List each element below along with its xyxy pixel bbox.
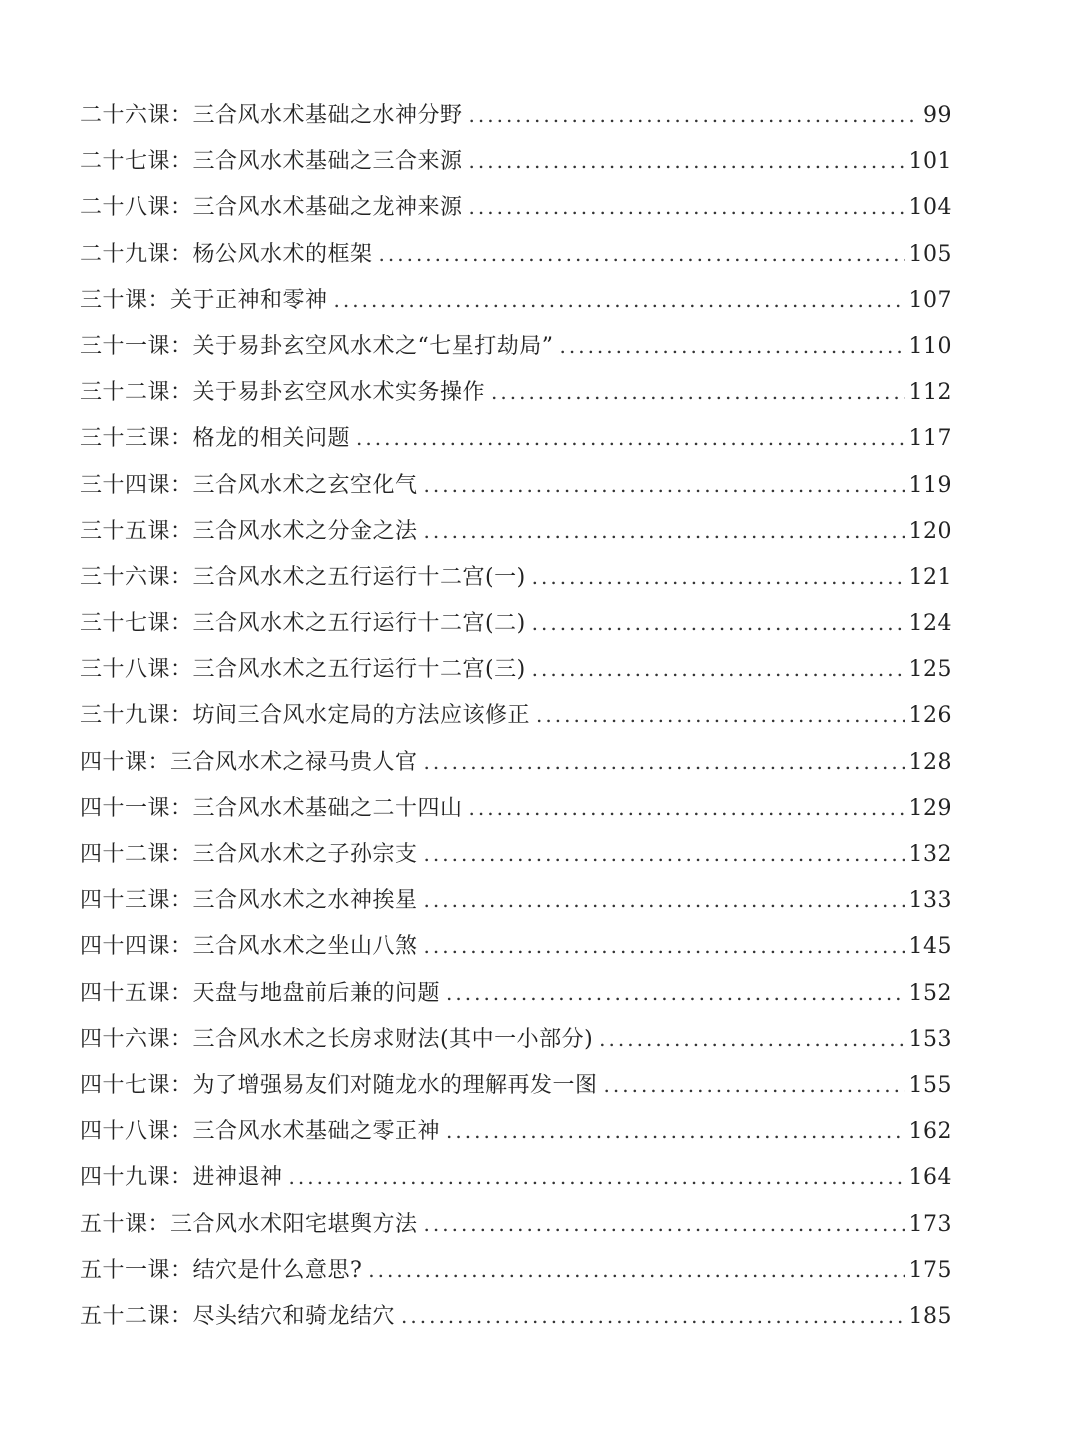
toc-dot-leader (536, 692, 904, 738)
toc-dot-leader (368, 1247, 904, 1293)
toc-dot-leader (424, 739, 905, 785)
toc-dot-leader (446, 970, 904, 1016)
toc-entry-title: 三十七课：三合风水术之五行运行十二宫(二) (80, 611, 526, 637)
toc-dot-leader (424, 1201, 905, 1247)
toc-entry-title: 四十一课：三合风水术基础之二十四山 (80, 795, 463, 821)
toc-dot-leader (532, 600, 905, 646)
toc-entry-page: 185 (908, 1303, 952, 1329)
toc-entry-title: 三十课：关于正神和零神 (80, 287, 328, 313)
toc-entry (80, 415, 952, 461)
toc-entry-title: 五十课：三合风水术阳宅堪舆方法 (80, 1211, 418, 1237)
toc-dot-leader (424, 877, 905, 923)
toc-entry-page: 126 (908, 703, 952, 729)
toc-entry-page: 173 (908, 1211, 952, 1237)
toc-entry-page: 120 (908, 518, 952, 544)
toc-entry-title: 三十四课：三合风水术之玄空化气 (80, 472, 418, 498)
table-of-contents (80, 92, 952, 1339)
toc-dot-leader (424, 831, 905, 877)
toc-entry-title: 三十三课：格龙的相关问题 (80, 426, 351, 452)
toc-entry (80, 277, 952, 323)
toc-entry-page: 153 (908, 1026, 952, 1052)
toc-entry-title: 二十九课：杨公风水术的框架 (80, 241, 373, 267)
toc-entry-title: 二十七课：三合风水术基础之三合来源 (80, 149, 463, 175)
toc-dot-leader (469, 785, 905, 831)
toc-entry-title: 三十六课：三合风水术之五行运行十二宫(一) (80, 564, 526, 590)
toc-entry-page: 101 (908, 149, 952, 175)
toc-entry-title: 三十五课：三合风水术之分金之法 (80, 518, 418, 544)
toc-entry-page: 164 (908, 1165, 952, 1191)
toc-entry (80, 1247, 952, 1293)
toc-entry-page: 119 (908, 472, 952, 498)
toc-entry-page: 155 (908, 1072, 952, 1098)
toc-entry-title: 三十九课：坊间三合风水定局的方法应该修正 (80, 703, 531, 729)
toc-entry (80, 231, 952, 277)
toc-entry-title: 三十一课：关于易卦玄空风水术之“七星打劫局” (80, 333, 554, 359)
toc-entry (80, 739, 952, 785)
toc-entry-title: 四十四课：三合风水术之坐山八煞 (80, 934, 418, 960)
toc-entry (80, 600, 952, 646)
toc-dot-leader (532, 646, 905, 692)
toc-dot-leader (532, 554, 905, 600)
toc-dot-leader (356, 415, 904, 461)
toc-entry-title: 四十八课：三合风水术基础之零正神 (80, 1119, 441, 1145)
toc-entry-page: 145 (908, 934, 952, 960)
toc-dot-leader (401, 1293, 904, 1339)
toc-entry-title: 四十五课：天盘与地盘前后兼的问题 (80, 980, 441, 1006)
toc-entry-page: 125 (908, 657, 952, 683)
toc-dot-leader (334, 277, 905, 323)
toc-entry-page: 124 (908, 611, 952, 637)
toc-dot-leader (599, 1016, 904, 1062)
toc-dot-leader (469, 92, 919, 138)
toc-dot-leader (379, 231, 905, 277)
toc-dot-leader (491, 369, 904, 415)
toc-entry-page: 107 (908, 287, 952, 313)
toc-dot-leader (424, 923, 905, 969)
toc-entry-title: 四十六课：三合风水术之长房求财法(其中一小部分) (80, 1026, 594, 1052)
toc-entry (80, 923, 952, 969)
toc-entry (80, 877, 952, 923)
toc-dot-leader (424, 462, 905, 508)
toc-dot-leader (560, 323, 905, 369)
toc-entry (80, 184, 952, 230)
toc-entry-page: 162 (908, 1119, 952, 1145)
toc-entry-page: 128 (908, 749, 952, 775)
toc-entry-page: 129 (908, 795, 952, 821)
toc-entry (80, 508, 952, 554)
toc-entry-title: 五十二课：尽头结穴和骑龙结穴 (80, 1303, 396, 1329)
toc-entry (80, 1062, 952, 1108)
toc-entry-title: 三十二课：关于易卦玄空风水术实务操作 (80, 380, 486, 406)
toc-entry-title: 二十八课：三合风水术基础之龙神来源 (80, 195, 463, 221)
toc-entry (80, 785, 952, 831)
toc-entry-page: 132 (908, 842, 952, 867)
toc-dot-leader (469, 138, 905, 184)
toc-entry-title: 二十六课：三合风水术基础之水神分野 (80, 103, 463, 128)
toc-entry (80, 323, 952, 369)
toc-entry (80, 646, 952, 692)
toc-dot-leader (469, 184, 905, 230)
toc-entry-page: 110 (908, 333, 952, 359)
toc-entry-title: 四十九课：进神退神 (80, 1165, 283, 1191)
toc-dot-leader (446, 1108, 904, 1154)
toc-entry (80, 1201, 952, 1247)
toc-entry (80, 1154, 952, 1200)
toc-entry-title: 四十课：三合风水术之禄马贵人官 (80, 749, 418, 775)
toc-entry (80, 1293, 952, 1339)
toc-entry-title: 三十八课：三合风水术之五行运行十二宫(三) (80, 657, 526, 683)
toc-entry (80, 554, 952, 600)
toc-entry-page: 105 (908, 241, 952, 267)
toc-entry-page: 121 (908, 564, 952, 590)
toc-entry (80, 369, 952, 415)
toc-entry-title: 四十七课：为了增强易友们对随龙水的理解再发一图 (80, 1072, 598, 1098)
toc-entry (80, 462, 952, 508)
toc-entry (80, 1016, 952, 1062)
toc-entry-title: 四十二课：三合风水术之子孙宗支 (80, 842, 418, 867)
toc-entry-page: 104 (908, 195, 952, 221)
toc-entry-title: 四十三课：三合风水术之水神挨星 (80, 888, 418, 914)
toc-entry-page: 152 (908, 980, 952, 1006)
toc-entry (80, 692, 952, 738)
toc-dot-leader (289, 1154, 905, 1200)
toc-entry (80, 92, 952, 138)
toc-dot-leader (604, 1062, 905, 1108)
toc-entry-title: 五十一课：结穴是什么意思? (80, 1257, 363, 1283)
toc-entry-page: 99 (923, 103, 952, 128)
toc-entry-page: 112 (908, 380, 952, 406)
toc-entry (80, 1108, 952, 1154)
toc-entry (80, 138, 952, 184)
toc-entry (80, 831, 952, 877)
toc-entry-page: 117 (908, 426, 952, 452)
toc-entry-page: 133 (908, 888, 952, 914)
toc-dot-leader (424, 508, 905, 554)
toc-entry (80, 970, 952, 1016)
toc-entry-page: 175 (908, 1257, 952, 1283)
